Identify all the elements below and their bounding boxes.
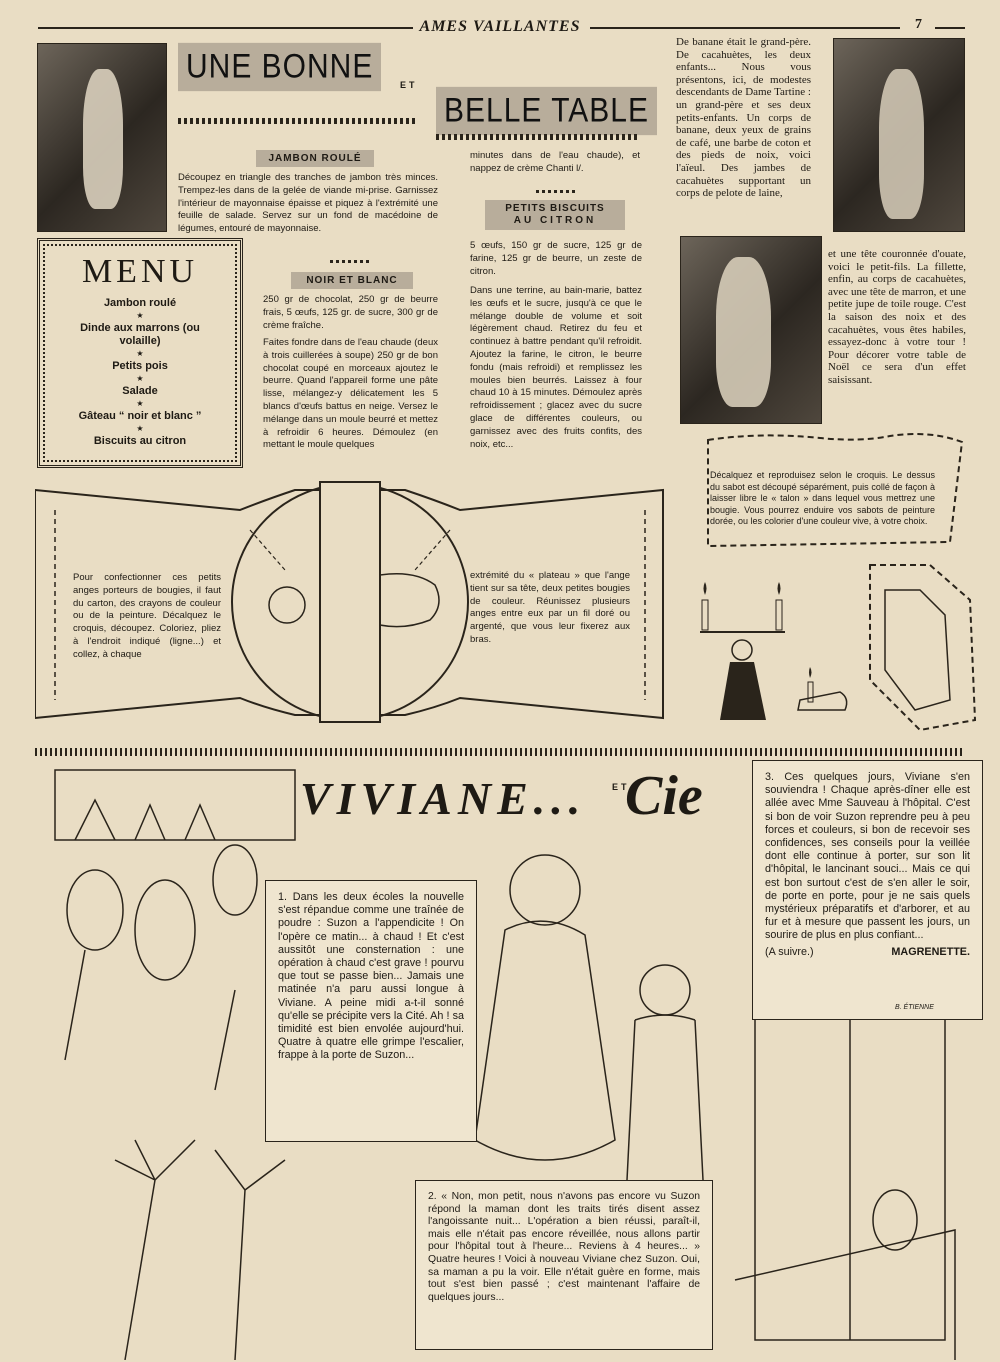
biscuits-heading-line1: PETITS BISCUITS [505, 203, 605, 214]
biscuits-text: Dans une terrine, au bain-marie, battez les œufs et le sucre, jusqu'à ce que le mélange double de volume et soit légèrement chaud. Retirez du feu et continuez à battre pendant qu'il refroidit. Ajoutez la farine, le citron, le beurre fondu (mais refroidi) et remplissez les moules bien beurrés. Laissez à four chaud 10 à 15 minutes. Démoulez après refroidissement ; glacez avec du sucre glace de différentes couleurs, ou garnissez avec des fruits confits, des noix, etc... [470, 285, 642, 450]
to-be-continued: (A suivre.) [765, 945, 814, 958]
star-icon: ★ [136, 374, 144, 383]
title-et: ET [400, 80, 418, 90]
comic-panel-3-text: 3. Ces quelques jours, Viviane s'en souviendra ! Chaque après-dîner elle est allée avec Mme Sauveau à l'hôpital. C'est si bon de voir Suzon reprendre peu à peu forces et couleurs, si bon de recevoir ses confidences, ses conseils pour la veillée dont elle continue à porter, sur son lit d'hôpital, le lancinant souci... Mais ce qui est bon surtout c'est de s'en aller le soir, de porte en porte, pour je ne sais quels mystérieux préparatifs et d'arborer, et au fur et à mesure que passent les jours, un sourire de plus en plus confiant... [765, 771, 970, 942]
dame-text-1: De banane était le grand-père. De cacahuètes, les deux enfants... Nous vous présentons, ici, de modestes descendants de Dame Tartine : un grand-père et ses deux petits-enfants. Un corps de banane, deux yeux de grains de café, une barbe de coton et des pieds de noix, voici l'aïeul. Des jambes de cacahuètes supportant un corps de pelote de laine, [676, 36, 811, 200]
sabot-text: Décalquez et reproduisez selon le croquis. Le dessus du sabot est découpé séparément, puis collé de façon à laisser libre le « talon » dans lequel vous mettrez une bougie. Vous pourrez enduire vos sabots de peinture dorée, ou les colorier d'une couleur vive, à votre choix. [710, 470, 935, 526]
title-underline-left [178, 118, 418, 124]
menu-box [37, 238, 243, 468]
header-rule-end [935, 27, 965, 29]
star-icon: ★ [136, 399, 144, 408]
page-number: 7 [915, 17, 922, 32]
biscuits-heading [485, 200, 625, 230]
anges-text-left: Pour confectionner ces petits anges porteurs de bougies, il faut du carton, des crayons de couleur ou de la peinture. Décalquez le croquis, découpez. Coloriez, pliez à l'endroit indiqué (ligne...) et collez, à chaque [73, 572, 221, 660]
journal-title: AMES VAILLANTES [419, 18, 581, 35]
star-icon: ★ [136, 349, 144, 358]
comic-panel-2 [415, 1180, 713, 1350]
title-part2: BELLE TABLE [436, 87, 657, 135]
peanut-girl-photo [833, 38, 965, 232]
divider [536, 190, 576, 193]
jambon-heading: JAMBON ROULÉ [256, 150, 374, 167]
header-rule-right [590, 27, 900, 29]
biscuits-ingredients: 5 œufs, 150 gr de sucre, 125 gr de farine, 125 gr de beurre, un zeste de citron. [470, 240, 642, 277]
dame-text-2: et une tête couronnée d'ouate, voici le petit-fils. La fillette, enfin, au corps de cacahuètes, avec une tête de marron, et une petite jupe de toile rouge. C'est la saison des noix et des cacahuètes, vous êtes habiles, essayez-donc à votre tour ! Pour décorer votre table de Noël ce sera d'un effet saisissant. [828, 248, 966, 386]
menu-heading: MENU [81, 253, 199, 290]
star-icon: ★ [136, 424, 144, 433]
comic-title-viviane: VIVIANE... [300, 773, 587, 824]
divider [330, 260, 370, 263]
noir-text: Faites fondre dans de l'eau chaude (deux à trois cuillerées à soupe) 250 gr de bon chocolat coupé en morceaux ajoutez le beurre. Quand l'appareil forme une pâte lisse, mélangez-y délicatement les 5 blancs d'œufs battus en neige. Versez le mélange dans un moule beurré et mettez à refroidir 6 heures. Démoulez (en mettant le moule quelques [263, 337, 438, 451]
menu-item: Petits pois [112, 360, 168, 372]
comic-panel-3 [752, 760, 983, 1020]
comic-panel-2-text: 2. « Non, mon petit, nous n'avons pas encore vu Suzon répond la maman dont les traits tirés disent assez l'angoissante nuit... L'opération a bien réussi, paraît-il, mais elle n'était pas encore réveillée, nous allons partir pour l'hôpital tout à l'heure... Reviens à 4 heures... » Quatre heures ! Voici à nouveau Viviane chez Suzon. Oui, sa maman a pu la voir. Elle n'était guère en forme, mais tout s'est bien passé ; c'est maintenant l'affaire de quelques jours... [428, 1191, 700, 1303]
author-name: MAGRENETTE. [891, 945, 970, 958]
biscuits-heading-line2: AU CITRON [513, 215, 597, 226]
menu-item: Dinde aux marrons (ou volaille) [80, 322, 200, 347]
title-underline-right [436, 134, 640, 140]
comic-title-text: VIVIANE [300, 773, 534, 824]
noir-ingredients: 250 gr de chocolat, 250 gr de beurre frais, 5 œufs, 125 gr. de sucre, 300 gr de crème fraîche. [263, 294, 438, 331]
star-icon: ★ [136, 311, 144, 320]
menu-item: Jambon roulé [103, 297, 177, 309]
comic-panel-1-text: 1. Dans les deux écoles la nouvelle s'est répandue comme une traînée de poudre : Suzon a l'appendicite ! On l'opère ce matin... à chaud ! Et c'est aussitôt une consternation : une opération à chaud c'est grave ! pourvu que tout se passe bien... Jamais une matinée n'a paru aussi longue à Viviane. A peine midi a-t-il sonné qu'elle se précipite vers la Cité. Ah ! sa timidité est bien envolée aujourd'hui. Quatre à quatre elle grimpe l'escalier, frappe à la porte de Suzon... [278, 891, 464, 1062]
artist-signature: B. ÉTIENNE [895, 1004, 934, 1011]
comic-title-cie: Cie [625, 765, 703, 827]
anges-text-right: extrémité du « plateau » que l'ange tient sur sa tête, deux petites bougies de couleur. Réunissez plusieurs anges entre eux par un fil doré ou argenté, que vous leur fixerez aux bras. [470, 570, 630, 645]
noir-text-continued: minutes dans de l'eau chaude), et nappez de crème Chanti l/. [470, 150, 640, 174]
banana-grandfather-photo [37, 43, 167, 232]
sabot-pattern [860, 560, 980, 735]
menu-item: Biscuits au citron [93, 435, 187, 447]
menu-item: Salade [122, 385, 158, 397]
peanut-boy-photo [680, 236, 822, 424]
comic-panel-1 [265, 880, 477, 1142]
menu-item: Gâteau “ noir et blanc ” [78, 410, 202, 422]
noir-heading: NOIR ET BLANC [291, 272, 413, 289]
comic-title-et: ET [612, 782, 630, 792]
angel-candle-drawing [680, 570, 860, 730]
title-part1: UNE BONNE [178, 43, 381, 91]
jambon-text: Découpez en triangle des tranches de jambon très minces. Trempez-les dans de la gelée de viande mi-prise. Garnissez l'intérieur de mayonnaise épaisse et piquez à l'extrémité une feuille de salade. Servez sur un fond de macédoine de légumes, entouré de mayonnaise. [178, 172, 438, 235]
comic-strip-border [35, 748, 965, 756]
